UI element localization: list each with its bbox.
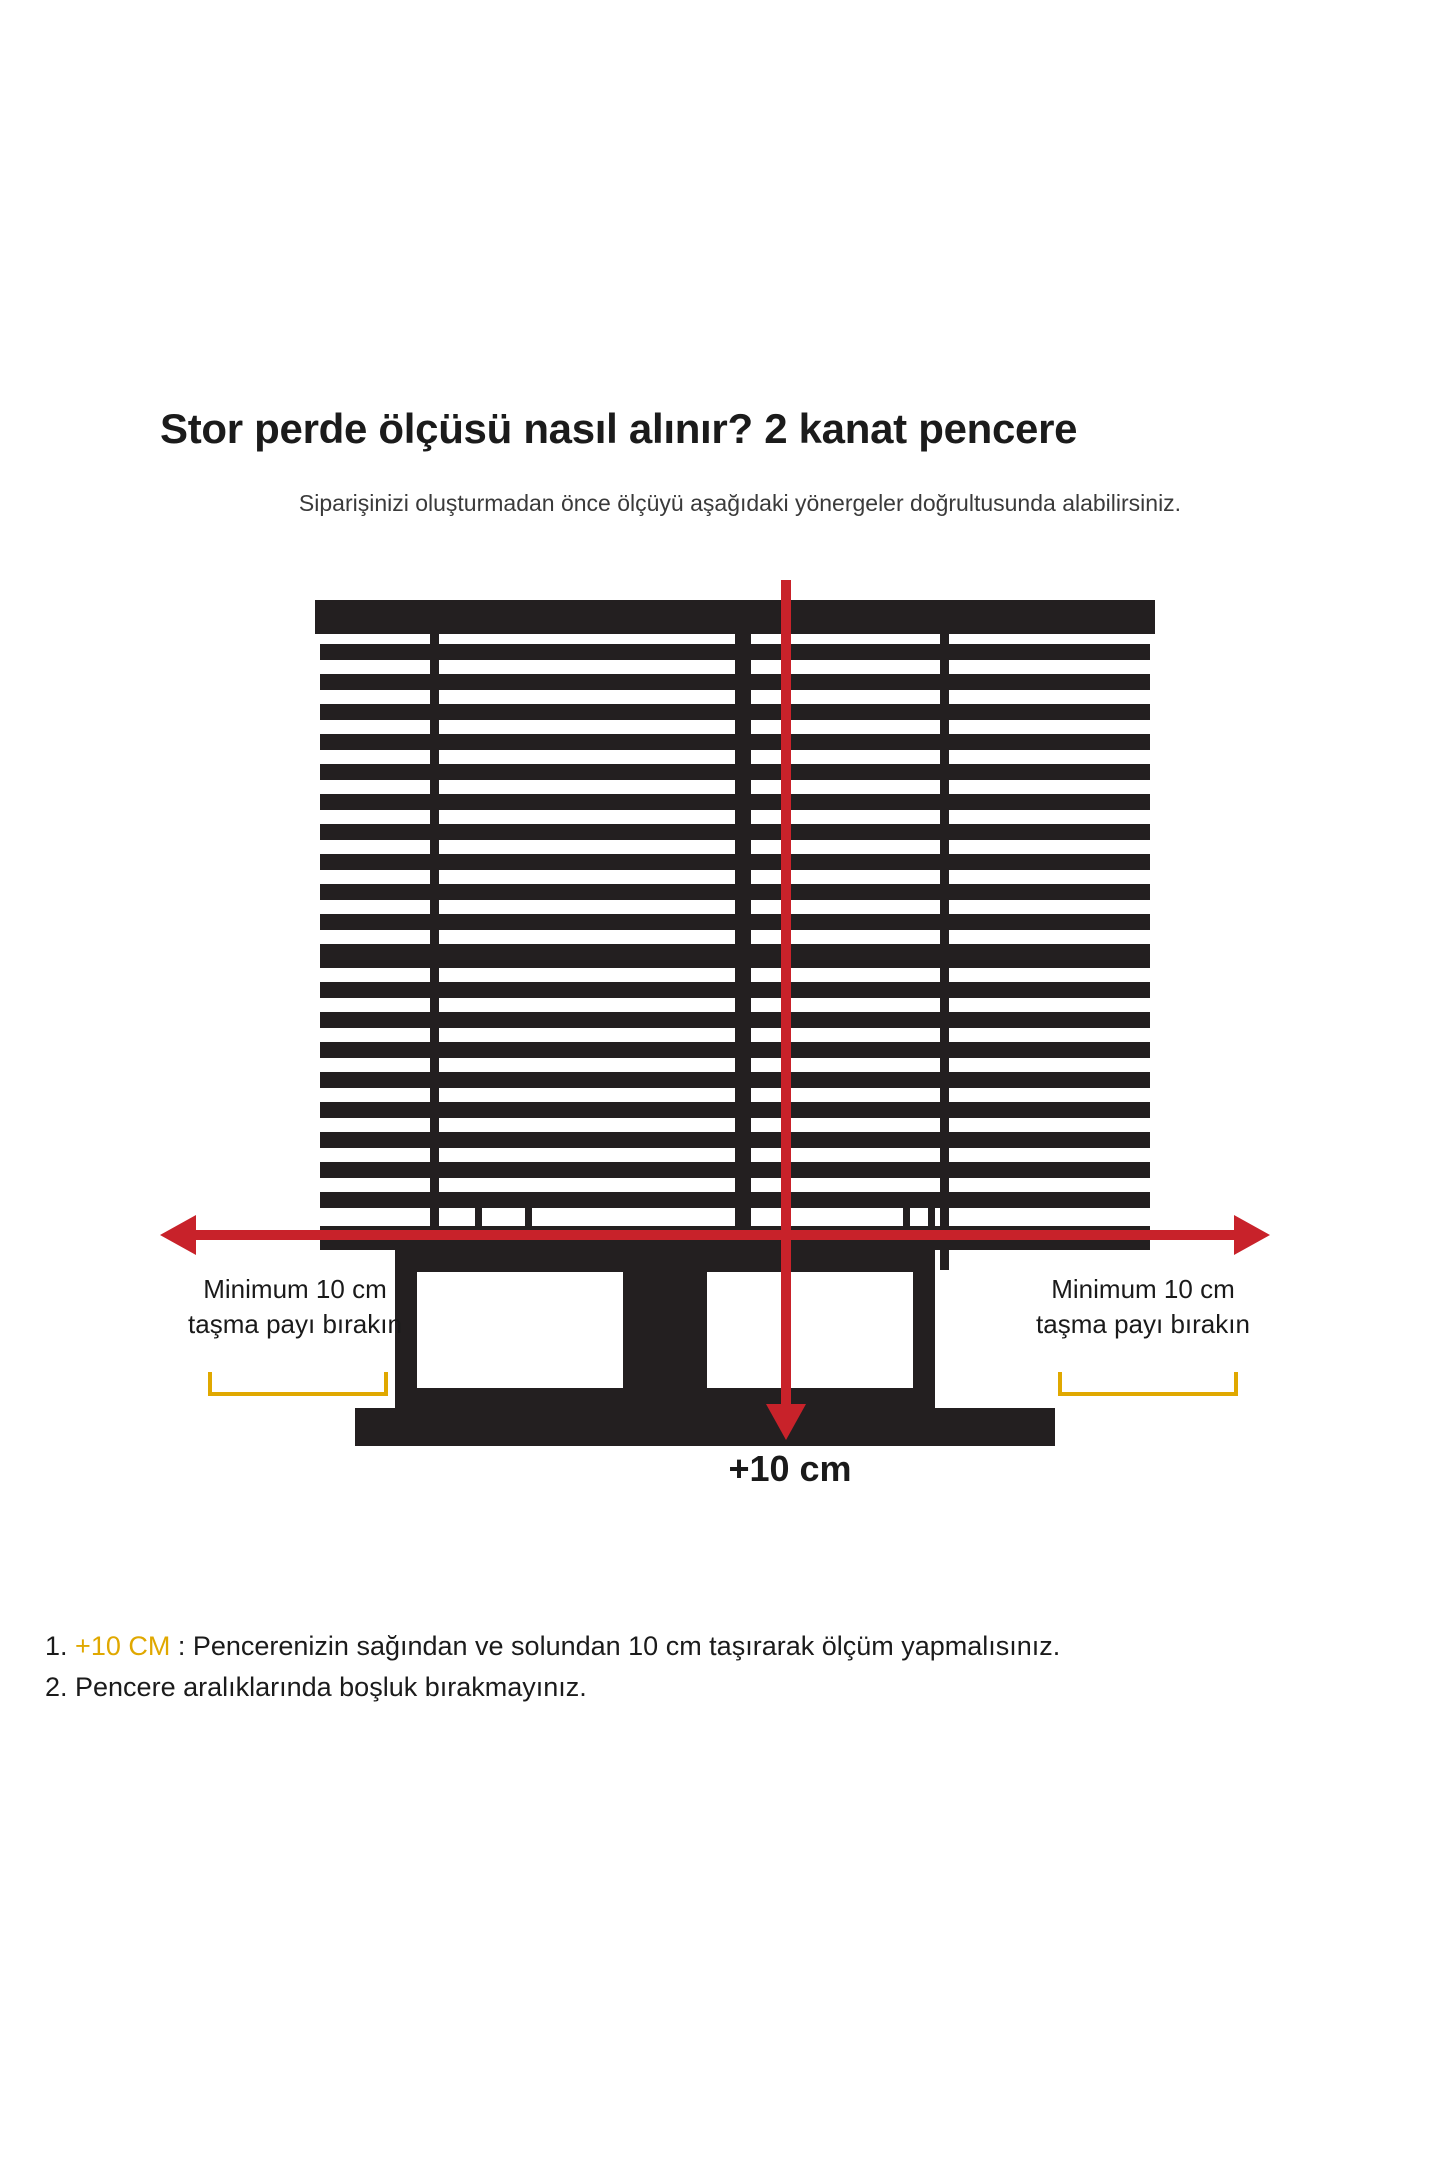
window-frame [395, 1250, 1015, 1430]
note-1-number: 1. [45, 1631, 68, 1661]
left-overhang-label-line2: taşma payı bırakın [188, 1309, 402, 1340]
right-brace [1058, 1372, 1238, 1396]
instruction-notes [45, 1626, 1405, 1707]
note-item-2: 2. Pencere aralıklarında boşluk bırakmayınız. [45, 1671, 587, 1702]
horizontal-arrow-bar [194, 1230, 1236, 1240]
vertical-arrow-bar [781, 580, 791, 1406]
bottom-overhang-label: +10 cm [728, 1448, 852, 1489]
vertical-arrow-head-icon [766, 1404, 806, 1440]
note-1-text: : Pencerenizin sağından ve solundan 10 cm taşırarak ölçüm yapmalısınız. [170, 1631, 1061, 1661]
right-overhang-label [998, 1272, 1288, 1342]
window-pane-right [685, 1250, 935, 1410]
blind-cord [940, 630, 949, 1270]
roller-blind [315, 600, 1155, 1270]
diagram-illustration [130, 560, 1310, 1600]
note-item-1 [45, 1626, 1405, 1667]
blind-cord [430, 630, 439, 1270]
page-title: Stor perde ölçüsü nasıl alınır? 2 kanat pencere [160, 405, 1078, 452]
right-overhang-label-line1: Minimum 10 cm [1051, 1274, 1235, 1304]
window-mullion [645, 1250, 685, 1410]
vertical-measure-arrow [766, 580, 806, 1440]
page-subtitle: Siparişinizi oluşturmadan önce ölçüyü aşağıdaki yönergeler doğrultusunda alabilirsiniz. [298, 490, 1182, 516]
left-overhang-label [150, 1272, 440, 1342]
arrow-head-left-icon [160, 1215, 196, 1255]
horizontal-measure-arrow [160, 1215, 1270, 1255]
blind-cord [735, 630, 751, 1270]
window-sill [355, 1408, 1055, 1446]
left-brace [208, 1372, 388, 1396]
note-1-highlight: +10 CM [75, 1631, 171, 1661]
arrow-head-right-icon [1234, 1215, 1270, 1255]
right-overhang-label-line2: taşma payı bırakın [1036, 1309, 1250, 1340]
left-overhang-label-line1: Minimum 10 cm [203, 1274, 387, 1304]
blind-headrail [315, 600, 1155, 634]
